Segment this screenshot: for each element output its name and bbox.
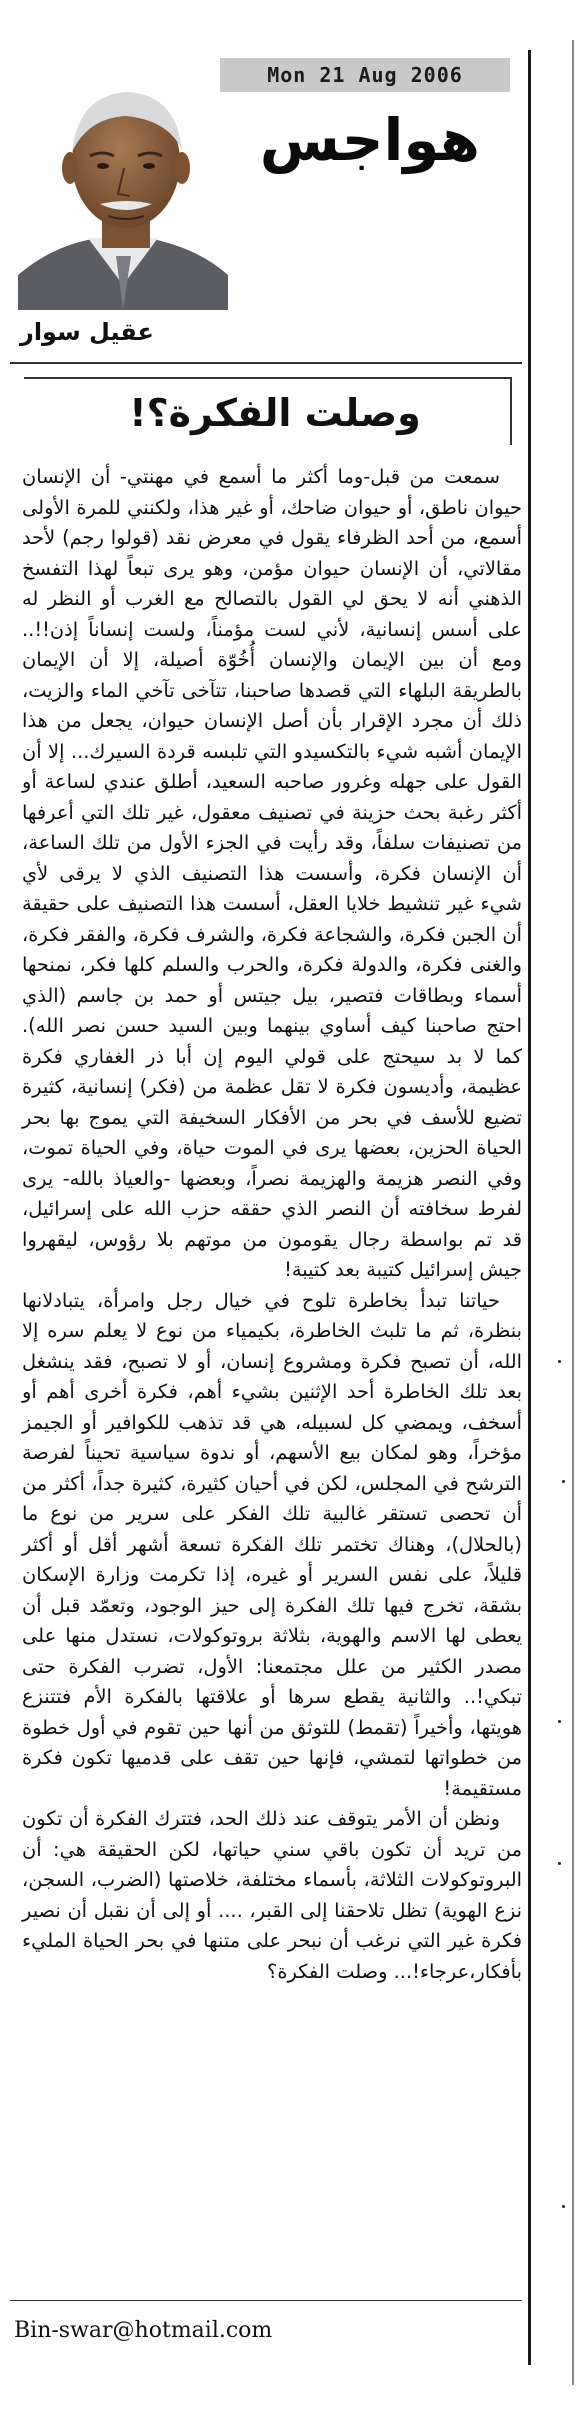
headline-box-top xyxy=(24,377,512,379)
header-divider xyxy=(10,362,522,364)
article-paragraph: حياتنا تبدأ بخاطرة تلوح في خيال رجل وامرأة، يتبادلانها بنظرة، ثم ما تلبث الخاطرة، بكيمياء من نوع لا يعلم سره إلا الله، أن تصبح فكرة ومشروع إنسان، أو لا تصبح، فقد ينشغل بعد تلك الخاطرة أحد الإثنين بشيء أهم، فكرة أخرى أهم أو أسخف، ويمضي كل لسبيله، هي قد تذهب للكوافير أو الجيمز مؤخراً، وهو لمكان بيع الأسهم، أو ندوة سياسية تحيناً لفرصة الترشح في المجلس، لكن في أحيان كثيرة، كثيرة جداً، أكثر من أن تحصى تستقر غالبية تلك الفكر على سرير من نوع ما (بالحلال)، وهناك تختمر تلك الفكرة تسعة أشهر أقل أو أكثر قليلاً، على نفس السرير أو غيره، إذا تكرمت وزارة الإسكان بشقة، تخرج فيها تلك الفكرة إلى حيز الوجود، وتعمّد قبل أن يعطى لها الاسم والهوية، بثلاثة بروتوكولات، نستدل منها على مصدر الكثير من علل مجتمعنا: الأول، تضرب الفكرة حتى تبكي!.. والثانية يقطع سرها أو علاقتها بالفكرة الأم فتتنزع هويتها، وأخيراً (تقمط) للتوثق من أنها حين تقوم في أول خطوة من خطواتها لتمشي، فإنها حين تقف على قدميها تكون فكرة مستقيمة! xyxy=(22,1288,522,1800)
article-title: وصلت الفكرة؟! xyxy=(129,391,421,435)
author-name: عقيل سوار xyxy=(20,318,154,346)
author-portrait xyxy=(18,70,228,310)
article-paragraph: سمعت من قبل-وما أكثر ما أسمع في مهنتي- أن الإنسان حيوان ناطق، أو حيوان ضاحك، أو غير هذا، ولكنني للمرة الأولى أسمع، من أحد الظرفاء يقول في معرض نقد (قولوا رجم) لأحد مقالاتي، أن الإنسان حيوان مؤمن، وهو يرى تبعاً لهذا التفسخ الذهني أنه لا يحق لي القول بالتصالح مع الغرب أو النظر له على أسس إنسانية، لأني لست مؤمناً، ولست إنساناً إذن!!.. ومع أن بين الإيمان والإنسان أُخُوّة أصيلة، إلا أن الإيمان بالطريقة البلهاء التي قصدها صاحبنا، تتآخى تآخي الماء والزيت، ذلك أن مجرد الإقرار بأن أصل الإنسان حيوان، يجعل من هذا الإيمان أشبه شيء بالتكسيدو التي تلبسه قردة السيرك... إلا أن القول على جهله وغرور صاحبه السعيد، أطلق عندي لساعة أو أكثر رغبة بحث حزينة في تصنيف معقول، غير تلك التي أعرفها من تصنيفات سلفاً، وقد رأيت في الجزء الأول من تلك الساعة، أن الإنسان فكرة، وأسست هذا التصنيف الذي لا يرقى لأي شيء غير تنشيط خلايا العقل، أسست هذا التصنيف على حقيقة أن الجبن فكرة، والشجاعة فكرة، والشرف فكرة، والفقر فكرة، والغنى فكرة، والدولة فكرة، والحرب والسلم كلها فكر، نمنحها أسماء وبطاقات فتصير، بيل جيتس أو حمد بن جاسم (الذي احتج صاحبنا كيف أساوي بينهما وبين السيد حسن نصر الله). كما لا بد سيحتج على قولي اليوم إن أبا ذر الغفاري فكرة عظيمة، وأديسون فكرة لا تقل عظمة من (فكر) إنسانية، كثيرة تضيع للأسف في بحر من الأفكار السخيفة التي يموج بها بحر الحياة الحزين، بعضها يرى في الموت حياة، وفي الحياة تموت، وفي النصر هزيمة والهزيمة نصراً، وبعضها -والعياذ بالله- يرى لفرط سخافته أن النصر الذي حققه حزب الله على إسرائيل، قد تم بواسطة رجال يقومون من موتهم بلا رؤوس، ليقهروا جيش إسرائيل كتيبة بعد كتيبة! xyxy=(22,465,522,1281)
headline-box-side xyxy=(510,377,512,445)
margin-dot xyxy=(562,1480,565,1483)
date-banner: Mon 21 Aug 2006 xyxy=(220,58,510,92)
margin-dot xyxy=(558,1720,561,1723)
margin-dot xyxy=(558,1862,561,1865)
article-body xyxy=(22,462,522,1987)
article-paragraph: ونظن أن الأمر يتوقف عند ذلك الحد، فتترك الفكرة أن تكون من تريد أن تكون باقي سني حياتها، لكن الحقيقة هي: أن البروتوكولات الثلاثة، بأسماء مختلفة، خلاصتها (الضرب، السجن، نزع الهوية) تظل تلاحقنا إلى القبر، .... أو إلى أن نقبل أن نصير فكرة غير التي نرغب أن نبحر على متنها في بحر الحياة المليء بأفكار،عرجاء!... وصلت الفكرة؟ xyxy=(22,1807,522,1983)
footer-divider xyxy=(10,2300,522,2301)
margin-dot xyxy=(558,1360,561,1363)
page-edge-rule xyxy=(572,40,574,2385)
column-name: هواجس xyxy=(259,106,480,174)
margin-dot xyxy=(562,2205,565,2208)
author-email: Bin-swar@hotmail.com xyxy=(14,2318,273,2343)
column-divider xyxy=(528,50,531,2365)
